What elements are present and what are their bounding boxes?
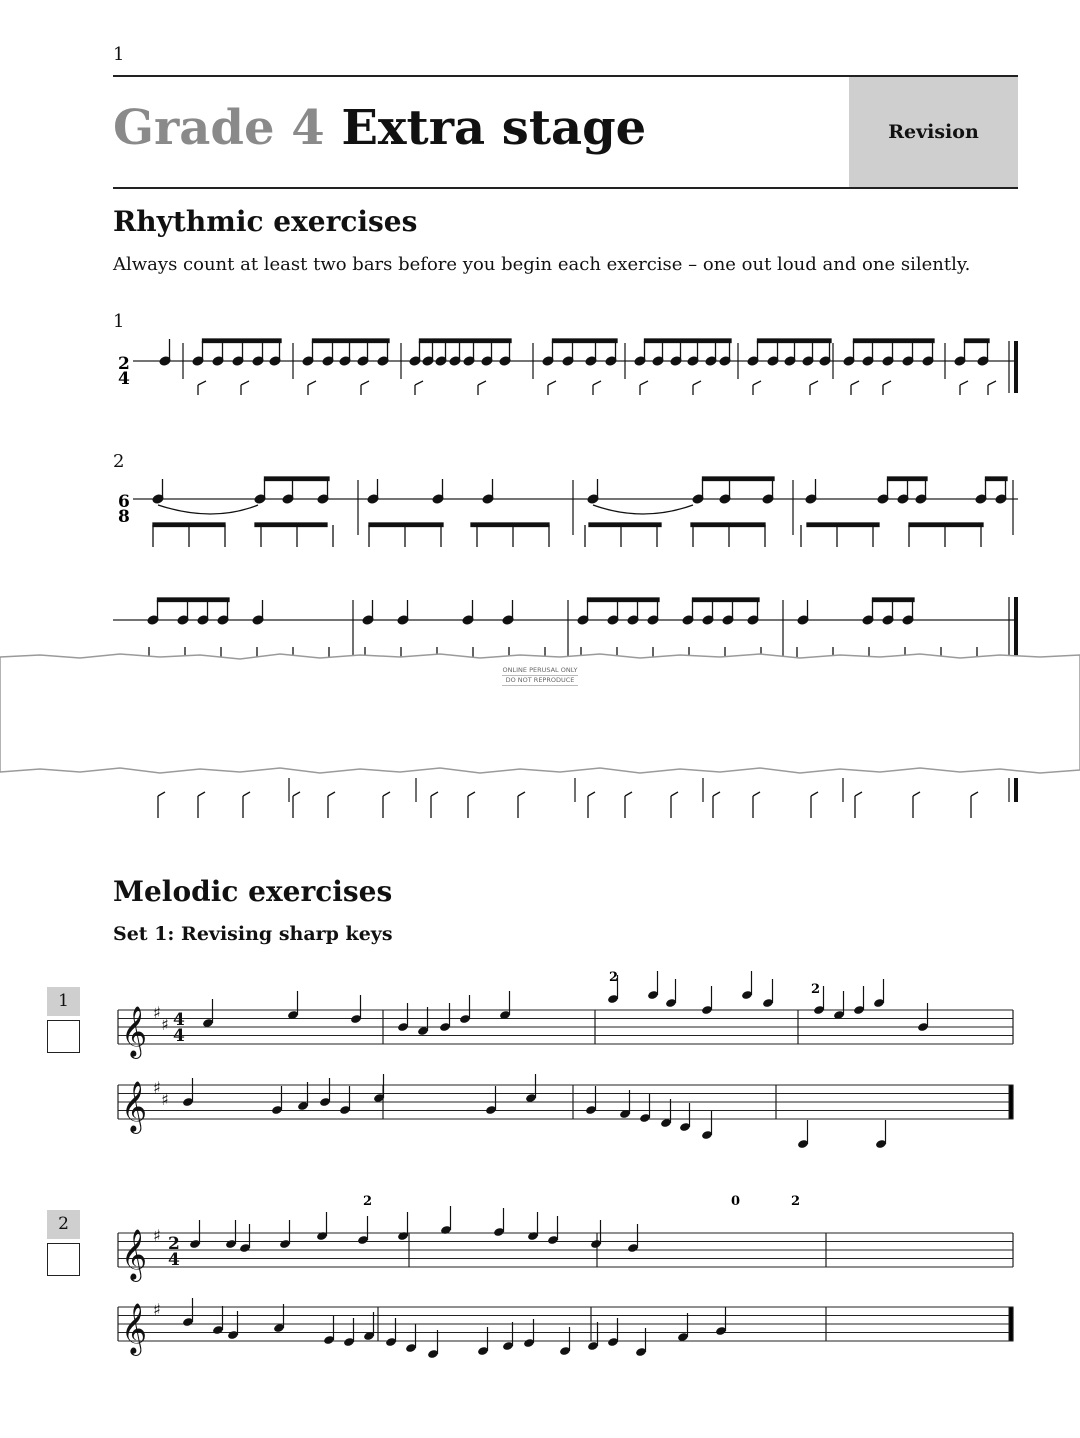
beam	[758, 339, 832, 343]
tie	[593, 505, 693, 514]
svg-text:8: 8	[118, 507, 130, 527]
pulse-flag	[243, 792, 250, 796]
pulse-flag	[548, 381, 556, 385]
beam	[888, 477, 928, 481]
pulse-flag	[671, 792, 678, 796]
key-sharp: ♯	[153, 1003, 161, 1022]
pulse-flag	[158, 792, 165, 796]
beam	[645, 339, 732, 343]
page-title	[113, 98, 646, 158]
rhythm-lower-fragment	[113, 778, 1023, 823]
fingering-2a: 2	[363, 1194, 373, 1209]
melodic-staves	[113, 965, 1023, 1385]
rhythm-staff-1	[113, 335, 1023, 395]
watermark	[450, 666, 630, 686]
beam	[807, 523, 879, 527]
fingering-1b: 2	[811, 982, 821, 997]
header-rule-bottom	[113, 187, 1018, 189]
pulse-flag	[640, 381, 648, 385]
pulse-flag	[988, 381, 996, 385]
fingering-2b: 0	[731, 1194, 741, 1209]
rhythmic-heading: Rhythmic exercises	[113, 205, 418, 238]
pulse-flag	[308, 381, 316, 385]
melodic-heading: Melodic exercises	[113, 875, 393, 908]
beam	[873, 598, 915, 602]
rhythm-notes-1	[159, 339, 996, 395]
beam	[588, 598, 660, 602]
revision-tag-label: Revision	[888, 121, 979, 143]
treble-clef: 𝄞	[121, 1006, 148, 1057]
beam	[203, 339, 282, 343]
rhythm-exercise-number-2: 2	[113, 451, 125, 472]
beam	[691, 523, 765, 527]
beam	[854, 339, 935, 343]
pulse-flag	[415, 381, 423, 385]
melodic-exercise-number-1: 1	[47, 987, 80, 1016]
beam	[265, 477, 330, 481]
pulse-flag	[468, 792, 475, 796]
time-sig-2-4: 4	[168, 1250, 180, 1270]
pulse-flag	[431, 792, 438, 796]
pulse-flag	[960, 381, 968, 385]
pulse-flag	[855, 792, 862, 796]
beam	[703, 477, 775, 481]
pulse-flag	[625, 792, 632, 796]
beam	[986, 477, 1008, 481]
beam	[553, 339, 618, 343]
pulse-flag	[753, 381, 761, 385]
key-sharp: ♯	[153, 1300, 161, 1319]
pulse-flag	[198, 792, 205, 796]
page-number: 1	[113, 44, 125, 65]
pulse-flag	[693, 381, 701, 385]
key-sharp: ♯	[153, 1078, 161, 1097]
beam	[909, 523, 983, 527]
pulse-flag	[478, 381, 486, 385]
tie	[158, 505, 258, 514]
pulse-flag	[241, 381, 249, 385]
fingering-1a: 2	[609, 970, 619, 985]
pulse-flag	[588, 792, 595, 796]
final-barline	[1009, 1307, 1013, 1341]
beam	[965, 339, 990, 343]
rhythm-staff-2	[113, 475, 1023, 555]
time-sig-6-8: 6	[118, 492, 130, 512]
beam	[471, 523, 549, 527]
melodic-exercise-number-2: 2	[47, 1210, 80, 1239]
pulse-flag	[361, 381, 369, 385]
beam	[589, 523, 661, 527]
pulse-flag	[913, 792, 920, 796]
beam	[158, 598, 230, 602]
title-grade: Grade 4	[113, 100, 325, 156]
final-barline	[1009, 1085, 1013, 1119]
time-sig-2-4: 2	[118, 354, 130, 374]
watermark-line-1: ONLINE PERUSAL ONLY	[502, 666, 578, 674]
time-sig-2-4: 2	[168, 1234, 180, 1254]
pulse-flag	[713, 792, 720, 796]
pulse-flag	[328, 792, 335, 796]
pulse-flag	[198, 381, 206, 385]
pulse-flag	[851, 381, 859, 385]
exercise-1-checkbox[interactable]	[47, 1020, 80, 1053]
treble-clef: 𝄞	[121, 1229, 148, 1280]
time-sig-4-4: 4	[173, 1010, 185, 1030]
beam	[153, 523, 225, 527]
watermark-line-2: DO NOT REPRODUCE	[502, 676, 578, 686]
pulse-flag	[810, 381, 818, 385]
exercise-2-checkbox[interactable]	[47, 1243, 80, 1276]
revision-tag	[849, 77, 1018, 187]
rhythm-exercise-number-1: 1	[113, 311, 125, 332]
pulse-flag	[971, 792, 978, 796]
pulse-flag	[883, 381, 891, 385]
pulse-flag	[518, 792, 525, 796]
beam	[313, 339, 390, 343]
rhythmic-instruction: Always count at least two bars before you begin each exercise – one out loud and one silently.	[113, 254, 971, 275]
set-title: Set 1: Revising sharp keys	[113, 923, 393, 945]
pulse-flag	[293, 792, 300, 796]
key-sharp: ♯	[153, 1226, 161, 1245]
svg-text:4: 4	[118, 369, 130, 389]
treble-clef: 𝄞	[121, 1303, 148, 1354]
pulse-flag	[383, 792, 390, 796]
pulse-flag	[753, 792, 760, 796]
rhythm-notes-2	[152, 477, 1007, 547]
pulse-flag	[811, 792, 818, 796]
beam	[420, 339, 512, 343]
fingering-2c: 2	[791, 1194, 801, 1209]
beam	[369, 523, 443, 527]
beam	[255, 523, 327, 527]
title-stage: Extra stage	[341, 100, 647, 156]
beam	[693, 598, 760, 602]
key-sharp: ♯	[161, 1090, 169, 1109]
treble-clef: 𝄞	[121, 1081, 148, 1132]
key-sharp: ♯	[161, 1015, 169, 1034]
pulse-flag	[593, 381, 601, 385]
time-sig-4-4: 4	[173, 1026, 185, 1046]
